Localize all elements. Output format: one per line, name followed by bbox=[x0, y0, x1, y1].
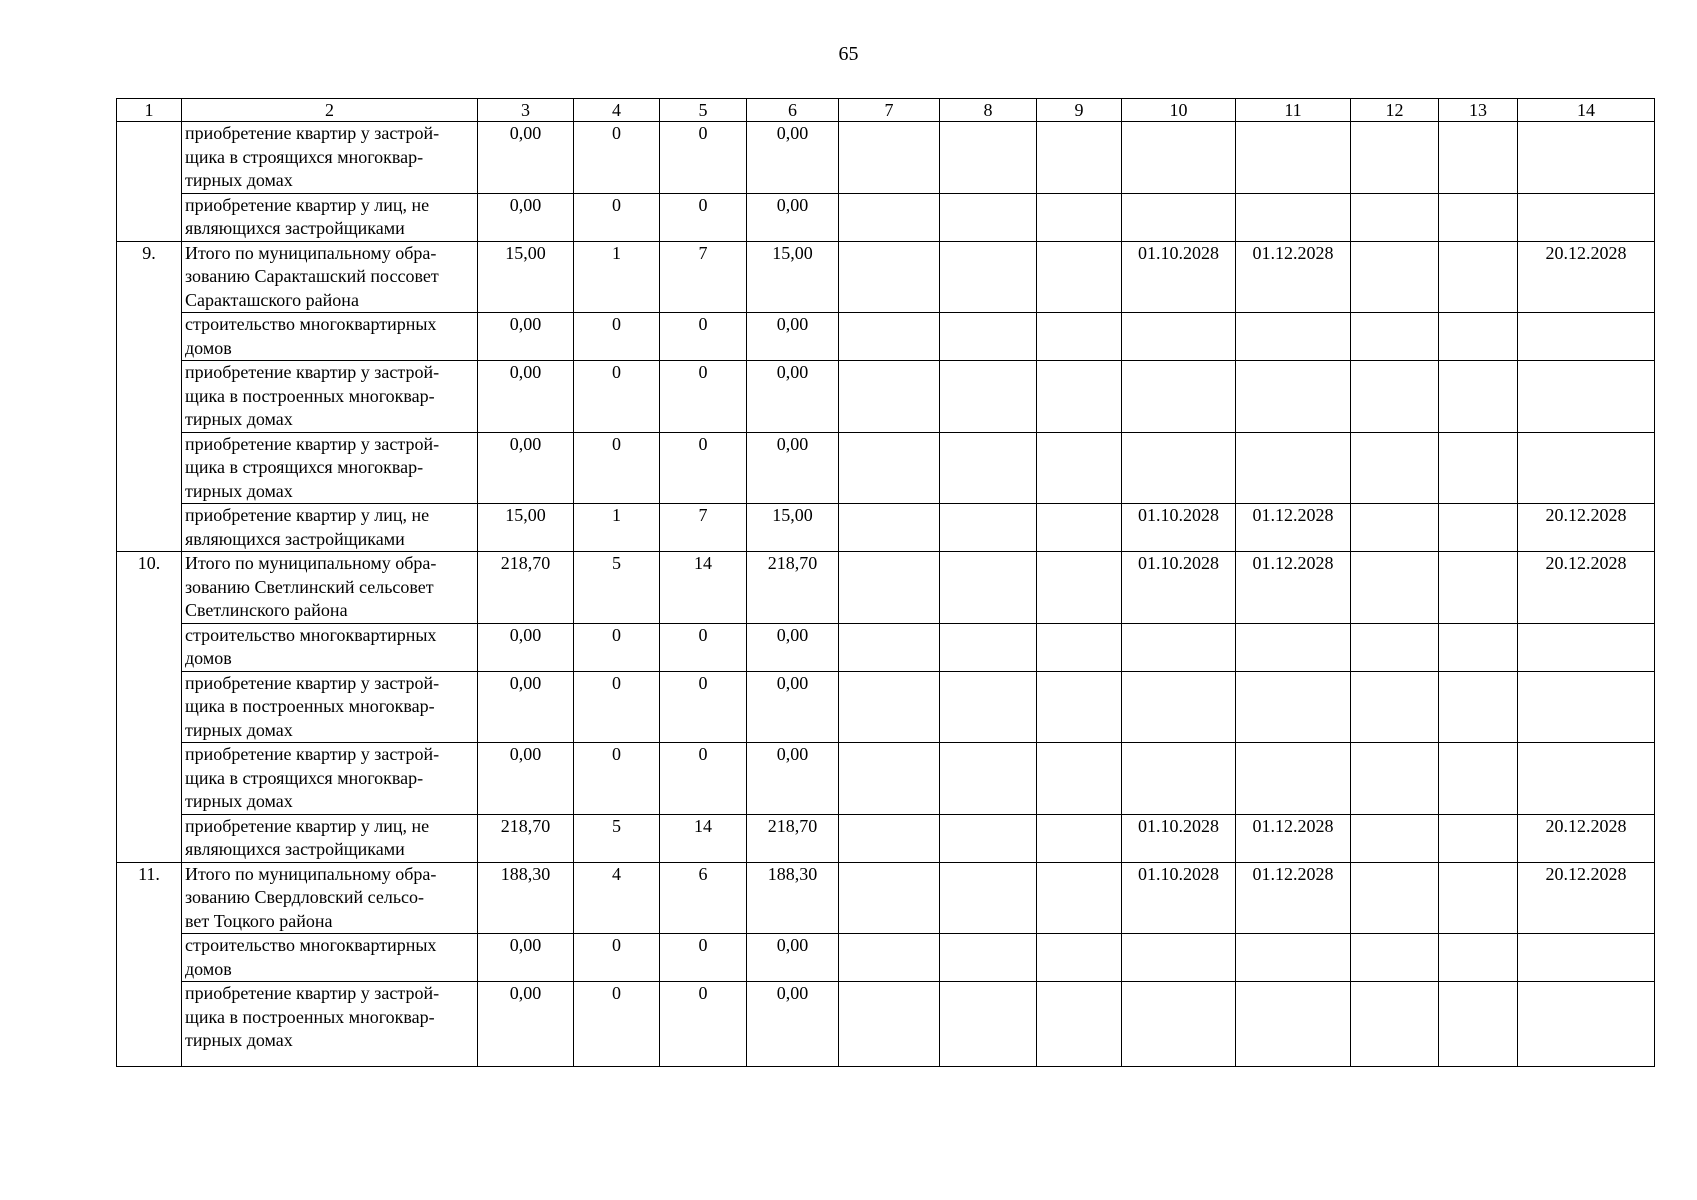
empty-cell-col9 bbox=[1037, 193, 1122, 241]
date-cell-col14: 20.12.2028 bbox=[1518, 504, 1655, 552]
empty-cell-col7 bbox=[839, 743, 940, 815]
empty-cell-col13 bbox=[1439, 552, 1518, 624]
empty-cell-col13 bbox=[1439, 313, 1518, 361]
value-cell-col5: 14 bbox=[660, 552, 747, 624]
empty-cell-col13 bbox=[1439, 504, 1518, 552]
value-cell-col6: 0,00 bbox=[747, 934, 839, 982]
value-cell-col6: 0,00 bbox=[747, 623, 839, 671]
date-cell-col14 bbox=[1518, 361, 1655, 433]
date-cell-col14 bbox=[1518, 671, 1655, 743]
table-row bbox=[117, 361, 1655, 433]
empty-cell-col8 bbox=[940, 862, 1037, 934]
value-cell-col6: 0,00 bbox=[747, 671, 839, 743]
date-cell-col14 bbox=[1518, 193, 1655, 241]
header-cell: 6 bbox=[747, 99, 839, 122]
date-cell-col10 bbox=[1122, 432, 1236, 504]
date-cell-col10 bbox=[1122, 982, 1236, 1067]
empty-cell-col7 bbox=[839, 241, 940, 313]
date-cell-col11 bbox=[1236, 361, 1351, 433]
value-cell-col6: 0,00 bbox=[747, 432, 839, 504]
value-cell-col3: 0,00 bbox=[478, 671, 574, 743]
date-cell-col10 bbox=[1122, 934, 1236, 982]
date-cell-col14: 20.12.2028 bbox=[1518, 552, 1655, 624]
table-row bbox=[117, 623, 1655, 671]
date-cell-col14: 20.12.2028 bbox=[1518, 862, 1655, 934]
value-cell-col3: 0,00 bbox=[478, 934, 574, 982]
empty-cell-col7 bbox=[839, 862, 940, 934]
empty-cell-col9 bbox=[1037, 671, 1122, 743]
page-number: 65 bbox=[838, 43, 859, 65]
table-row bbox=[117, 862, 1655, 934]
table-row bbox=[117, 504, 1655, 552]
value-cell-col4: 4 bbox=[574, 862, 660, 934]
header-cell: 14 bbox=[1518, 99, 1655, 122]
description-cell: Итого по муниципальному обра- зованию Светлинский сельсовет Светлинского района bbox=[182, 552, 478, 624]
empty-cell-col13 bbox=[1439, 361, 1518, 433]
empty-cell-col8 bbox=[940, 193, 1037, 241]
value-cell-col4: 0 bbox=[574, 313, 660, 361]
value-cell-col5: 0 bbox=[660, 122, 747, 194]
date-cell-col11: 01.12.2028 bbox=[1236, 241, 1351, 313]
date-cell-col11 bbox=[1236, 313, 1351, 361]
empty-cell-col12 bbox=[1351, 862, 1439, 934]
empty-cell-col13 bbox=[1439, 743, 1518, 815]
value-cell-col3: 0,00 bbox=[478, 432, 574, 504]
empty-cell-col13 bbox=[1439, 193, 1518, 241]
header-cell: 13 bbox=[1439, 99, 1518, 122]
header-cell: 4 bbox=[574, 99, 660, 122]
date-cell-col11 bbox=[1236, 432, 1351, 504]
date-cell-col11 bbox=[1236, 122, 1351, 194]
description-cell: приобретение квартир у лиц, не являющихся застройщиками bbox=[182, 193, 478, 241]
value-cell-col5: 7 bbox=[660, 504, 747, 552]
row-number: 11. bbox=[117, 862, 182, 1067]
empty-cell-col7 bbox=[839, 361, 940, 433]
value-cell-col3: 15,00 bbox=[478, 504, 574, 552]
empty-cell-col13 bbox=[1439, 623, 1518, 671]
date-cell-col14 bbox=[1518, 623, 1655, 671]
date-cell-col10 bbox=[1122, 193, 1236, 241]
value-cell-col3: 0,00 bbox=[478, 361, 574, 433]
date-cell-col10: 01.10.2028 bbox=[1122, 814, 1236, 862]
empty-cell-col9 bbox=[1037, 361, 1122, 433]
date-cell-col10: 01.10.2028 bbox=[1122, 241, 1236, 313]
column-number-header bbox=[117, 99, 1655, 122]
empty-cell-col8 bbox=[940, 552, 1037, 624]
empty-cell-col12 bbox=[1351, 193, 1439, 241]
value-cell-col4: 0 bbox=[574, 193, 660, 241]
value-cell-col3: 218,70 bbox=[478, 552, 574, 624]
value-cell-col4: 1 bbox=[574, 241, 660, 313]
value-cell-col4: 5 bbox=[574, 552, 660, 624]
table-row bbox=[117, 193, 1655, 241]
date-cell-col11: 01.12.2028 bbox=[1236, 504, 1351, 552]
header-cell: 8 bbox=[940, 99, 1037, 122]
value-cell-col4: 0 bbox=[574, 743, 660, 815]
date-cell-col14: 20.12.2028 bbox=[1518, 814, 1655, 862]
header-cell: 5 bbox=[660, 99, 747, 122]
value-cell-col4: 1 bbox=[574, 504, 660, 552]
empty-cell-col8 bbox=[940, 982, 1037, 1067]
empty-cell-col8 bbox=[940, 623, 1037, 671]
date-cell-col10 bbox=[1122, 623, 1236, 671]
header-cell: 9 bbox=[1037, 99, 1122, 122]
empty-cell-col8 bbox=[940, 432, 1037, 504]
empty-cell-col7 bbox=[839, 982, 940, 1067]
empty-cell-col12 bbox=[1351, 432, 1439, 504]
value-cell-col3: 0,00 bbox=[478, 743, 574, 815]
value-cell-col6: 0,00 bbox=[747, 982, 839, 1067]
value-cell-col5: 14 bbox=[660, 814, 747, 862]
value-cell-col3: 218,70 bbox=[478, 814, 574, 862]
empty-cell-col9 bbox=[1037, 934, 1122, 982]
empty-cell-col12 bbox=[1351, 623, 1439, 671]
value-cell-col5: 0 bbox=[660, 432, 747, 504]
date-cell-col11: 01.12.2028 bbox=[1236, 552, 1351, 624]
value-cell-col3: 0,00 bbox=[478, 623, 574, 671]
date-cell-col11 bbox=[1236, 671, 1351, 743]
header-cell: 7 bbox=[839, 99, 940, 122]
empty-cell-col9 bbox=[1037, 982, 1122, 1067]
empty-cell-col7 bbox=[839, 193, 940, 241]
table-row bbox=[117, 814, 1655, 862]
empty-cell-col9 bbox=[1037, 122, 1122, 194]
value-cell-col5: 0 bbox=[660, 313, 747, 361]
value-cell-col3: 0,00 bbox=[478, 193, 574, 241]
header-cell: 10 bbox=[1122, 99, 1236, 122]
empty-cell-col13 bbox=[1439, 241, 1518, 313]
empty-cell-col8 bbox=[940, 934, 1037, 982]
table-row bbox=[117, 982, 1655, 1067]
empty-cell-col8 bbox=[940, 671, 1037, 743]
date-cell-col14 bbox=[1518, 934, 1655, 982]
description-cell: строительство многоквартирных домов bbox=[182, 313, 478, 361]
table-row bbox=[117, 313, 1655, 361]
value-cell-col5: 0 bbox=[660, 623, 747, 671]
empty-cell-col8 bbox=[940, 313, 1037, 361]
date-cell-col14 bbox=[1518, 982, 1655, 1067]
date-cell-col11 bbox=[1236, 934, 1351, 982]
empty-cell-col7 bbox=[839, 814, 940, 862]
table-row bbox=[117, 432, 1655, 504]
empty-cell-col12 bbox=[1351, 814, 1439, 862]
description-cell: приобретение квартир у застрой- щика в построенных многоквар- тирных домах bbox=[182, 361, 478, 433]
header-cell: 2 bbox=[182, 99, 478, 122]
table-row bbox=[117, 934, 1655, 982]
value-cell-col5: 0 bbox=[660, 982, 747, 1067]
empty-cell-col9 bbox=[1037, 552, 1122, 624]
empty-cell-col7 bbox=[839, 934, 940, 982]
description-cell: приобретение квартир у застрой- щика в строящихся многоквар- тирных домах bbox=[182, 432, 478, 504]
row-number bbox=[117, 122, 182, 242]
header-cell: 11 bbox=[1236, 99, 1351, 122]
table-row bbox=[117, 552, 1655, 624]
value-cell-col6: 0,00 bbox=[747, 743, 839, 815]
date-cell-col11: 01.12.2028 bbox=[1236, 814, 1351, 862]
date-cell-col10 bbox=[1122, 122, 1236, 194]
empty-cell-col8 bbox=[940, 361, 1037, 433]
date-cell-col11 bbox=[1236, 743, 1351, 815]
table-row bbox=[117, 743, 1655, 815]
empty-cell-col9 bbox=[1037, 743, 1122, 815]
value-cell-col6: 0,00 bbox=[747, 122, 839, 194]
date-cell-col10 bbox=[1122, 361, 1236, 433]
row-number: 9. bbox=[117, 241, 182, 552]
header-cell: 12 bbox=[1351, 99, 1439, 122]
value-cell-col5: 7 bbox=[660, 241, 747, 313]
empty-cell-col12 bbox=[1351, 671, 1439, 743]
value-cell-col5: 6 bbox=[660, 862, 747, 934]
empty-cell-col12 bbox=[1351, 934, 1439, 982]
empty-cell-col12 bbox=[1351, 122, 1439, 194]
description-cell: строительство многоквартирных домов bbox=[182, 623, 478, 671]
value-cell-col6: 0,00 bbox=[747, 313, 839, 361]
value-cell-col6: 15,00 bbox=[747, 504, 839, 552]
date-cell-col11 bbox=[1236, 193, 1351, 241]
description-cell: приобретение квартир у застрой- щика в построенных многоквар- тирных домах bbox=[182, 671, 478, 743]
empty-cell-col13 bbox=[1439, 982, 1518, 1067]
table-row bbox=[117, 241, 1655, 313]
value-cell-col3: 0,00 bbox=[478, 313, 574, 361]
value-cell-col4: 5 bbox=[574, 814, 660, 862]
date-cell-col14 bbox=[1518, 743, 1655, 815]
description-cell: Итого по муниципальному обра- зованию Саракташский поссовет Саракташского района bbox=[182, 241, 478, 313]
empty-cell-col12 bbox=[1351, 361, 1439, 433]
empty-cell-col13 bbox=[1439, 671, 1518, 743]
value-cell-col4: 0 bbox=[574, 361, 660, 433]
date-cell-col10 bbox=[1122, 313, 1236, 361]
empty-cell-col8 bbox=[940, 504, 1037, 552]
empty-cell-col12 bbox=[1351, 982, 1439, 1067]
empty-cell-col13 bbox=[1439, 432, 1518, 504]
value-cell-col6: 15,00 bbox=[747, 241, 839, 313]
description-cell: приобретение квартир у лиц, не являющихся застройщиками bbox=[182, 504, 478, 552]
date-cell-col14 bbox=[1518, 313, 1655, 361]
value-cell-col3: 0,00 bbox=[478, 122, 574, 194]
empty-cell-col8 bbox=[940, 122, 1037, 194]
empty-cell-col13 bbox=[1439, 814, 1518, 862]
value-cell-col3: 15,00 bbox=[478, 241, 574, 313]
date-cell-col11 bbox=[1236, 623, 1351, 671]
empty-cell-col7 bbox=[839, 623, 940, 671]
empty-cell-col9 bbox=[1037, 623, 1122, 671]
description-cell: приобретение квартир у застрой- щика в строящихся многоквар- тирных домах bbox=[182, 122, 478, 194]
empty-cell-col8 bbox=[940, 743, 1037, 815]
empty-cell-col9 bbox=[1037, 241, 1122, 313]
empty-cell-col13 bbox=[1439, 934, 1518, 982]
value-cell-col4: 0 bbox=[574, 671, 660, 743]
row-number: 10. bbox=[117, 552, 182, 863]
date-cell-col14 bbox=[1518, 122, 1655, 194]
description-cell: приобретение квартир у застрой- щика в построенных многоквар- тирных домах bbox=[182, 982, 478, 1067]
value-cell-col4: 0 bbox=[574, 122, 660, 194]
date-cell-col10 bbox=[1122, 743, 1236, 815]
table-row bbox=[117, 122, 1655, 194]
value-cell-col5: 0 bbox=[660, 743, 747, 815]
value-cell-col6: 0,00 bbox=[747, 361, 839, 433]
empty-cell-col13 bbox=[1439, 862, 1518, 934]
date-cell-col14 bbox=[1518, 432, 1655, 504]
value-cell-col4: 0 bbox=[574, 432, 660, 504]
date-cell-col10: 01.10.2028 bbox=[1122, 552, 1236, 624]
empty-cell-col13 bbox=[1439, 122, 1518, 194]
empty-cell-col7 bbox=[839, 671, 940, 743]
header-cell: 1 bbox=[117, 99, 182, 122]
empty-cell-col7 bbox=[839, 432, 940, 504]
value-cell-col3: 188,30 bbox=[478, 862, 574, 934]
empty-cell-col8 bbox=[940, 241, 1037, 313]
empty-cell-col7 bbox=[839, 552, 940, 624]
value-cell-col6: 188,30 bbox=[747, 862, 839, 934]
value-cell-col5: 0 bbox=[660, 934, 747, 982]
date-cell-col14: 20.12.2028 bbox=[1518, 241, 1655, 313]
value-cell-col5: 0 bbox=[660, 361, 747, 433]
housing-program-table bbox=[116, 98, 1655, 1067]
empty-cell-col7 bbox=[839, 313, 940, 361]
date-cell-col10 bbox=[1122, 671, 1236, 743]
value-cell-col6: 218,70 bbox=[747, 552, 839, 624]
empty-cell-col12 bbox=[1351, 313, 1439, 361]
value-cell-col4: 0 bbox=[574, 982, 660, 1067]
empty-cell-col9 bbox=[1037, 814, 1122, 862]
empty-cell-col9 bbox=[1037, 504, 1122, 552]
empty-cell-col9 bbox=[1037, 313, 1122, 361]
empty-cell-col9 bbox=[1037, 862, 1122, 934]
value-cell-col6: 218,70 bbox=[747, 814, 839, 862]
empty-cell-col7 bbox=[839, 504, 940, 552]
empty-cell-col12 bbox=[1351, 743, 1439, 815]
empty-cell-col12 bbox=[1351, 552, 1439, 624]
empty-cell-col7 bbox=[839, 122, 940, 194]
empty-cell-col9 bbox=[1037, 432, 1122, 504]
empty-cell-col12 bbox=[1351, 504, 1439, 552]
value-cell-col4: 0 bbox=[574, 934, 660, 982]
table-row bbox=[117, 671, 1655, 743]
description-cell: Итого по муниципальному обра- зованию Свердловский сельсо- вет Тоцкого района bbox=[182, 862, 478, 934]
value-cell-col4: 0 bbox=[574, 623, 660, 671]
header-cell: 3 bbox=[478, 99, 574, 122]
date-cell-col11: 01.12.2028 bbox=[1236, 862, 1351, 934]
empty-cell-col12 bbox=[1351, 241, 1439, 313]
date-cell-col11 bbox=[1236, 982, 1351, 1067]
table-body bbox=[117, 99, 1655, 1067]
description-cell: приобретение квартир у лиц, не являющихся застройщиками bbox=[182, 814, 478, 862]
value-cell-col6: 0,00 bbox=[747, 193, 839, 241]
value-cell-col5: 0 bbox=[660, 193, 747, 241]
value-cell-col3: 0,00 bbox=[478, 982, 574, 1067]
date-cell-col10: 01.10.2028 bbox=[1122, 504, 1236, 552]
date-cell-col10: 01.10.2028 bbox=[1122, 862, 1236, 934]
description-cell: приобретение квартир у застрой- щика в строящихся многоквар- тирных домах bbox=[182, 743, 478, 815]
description-cell: строительство многоквартирных домов bbox=[182, 934, 478, 982]
value-cell-col5: 0 bbox=[660, 671, 747, 743]
empty-cell-col8 bbox=[940, 814, 1037, 862]
